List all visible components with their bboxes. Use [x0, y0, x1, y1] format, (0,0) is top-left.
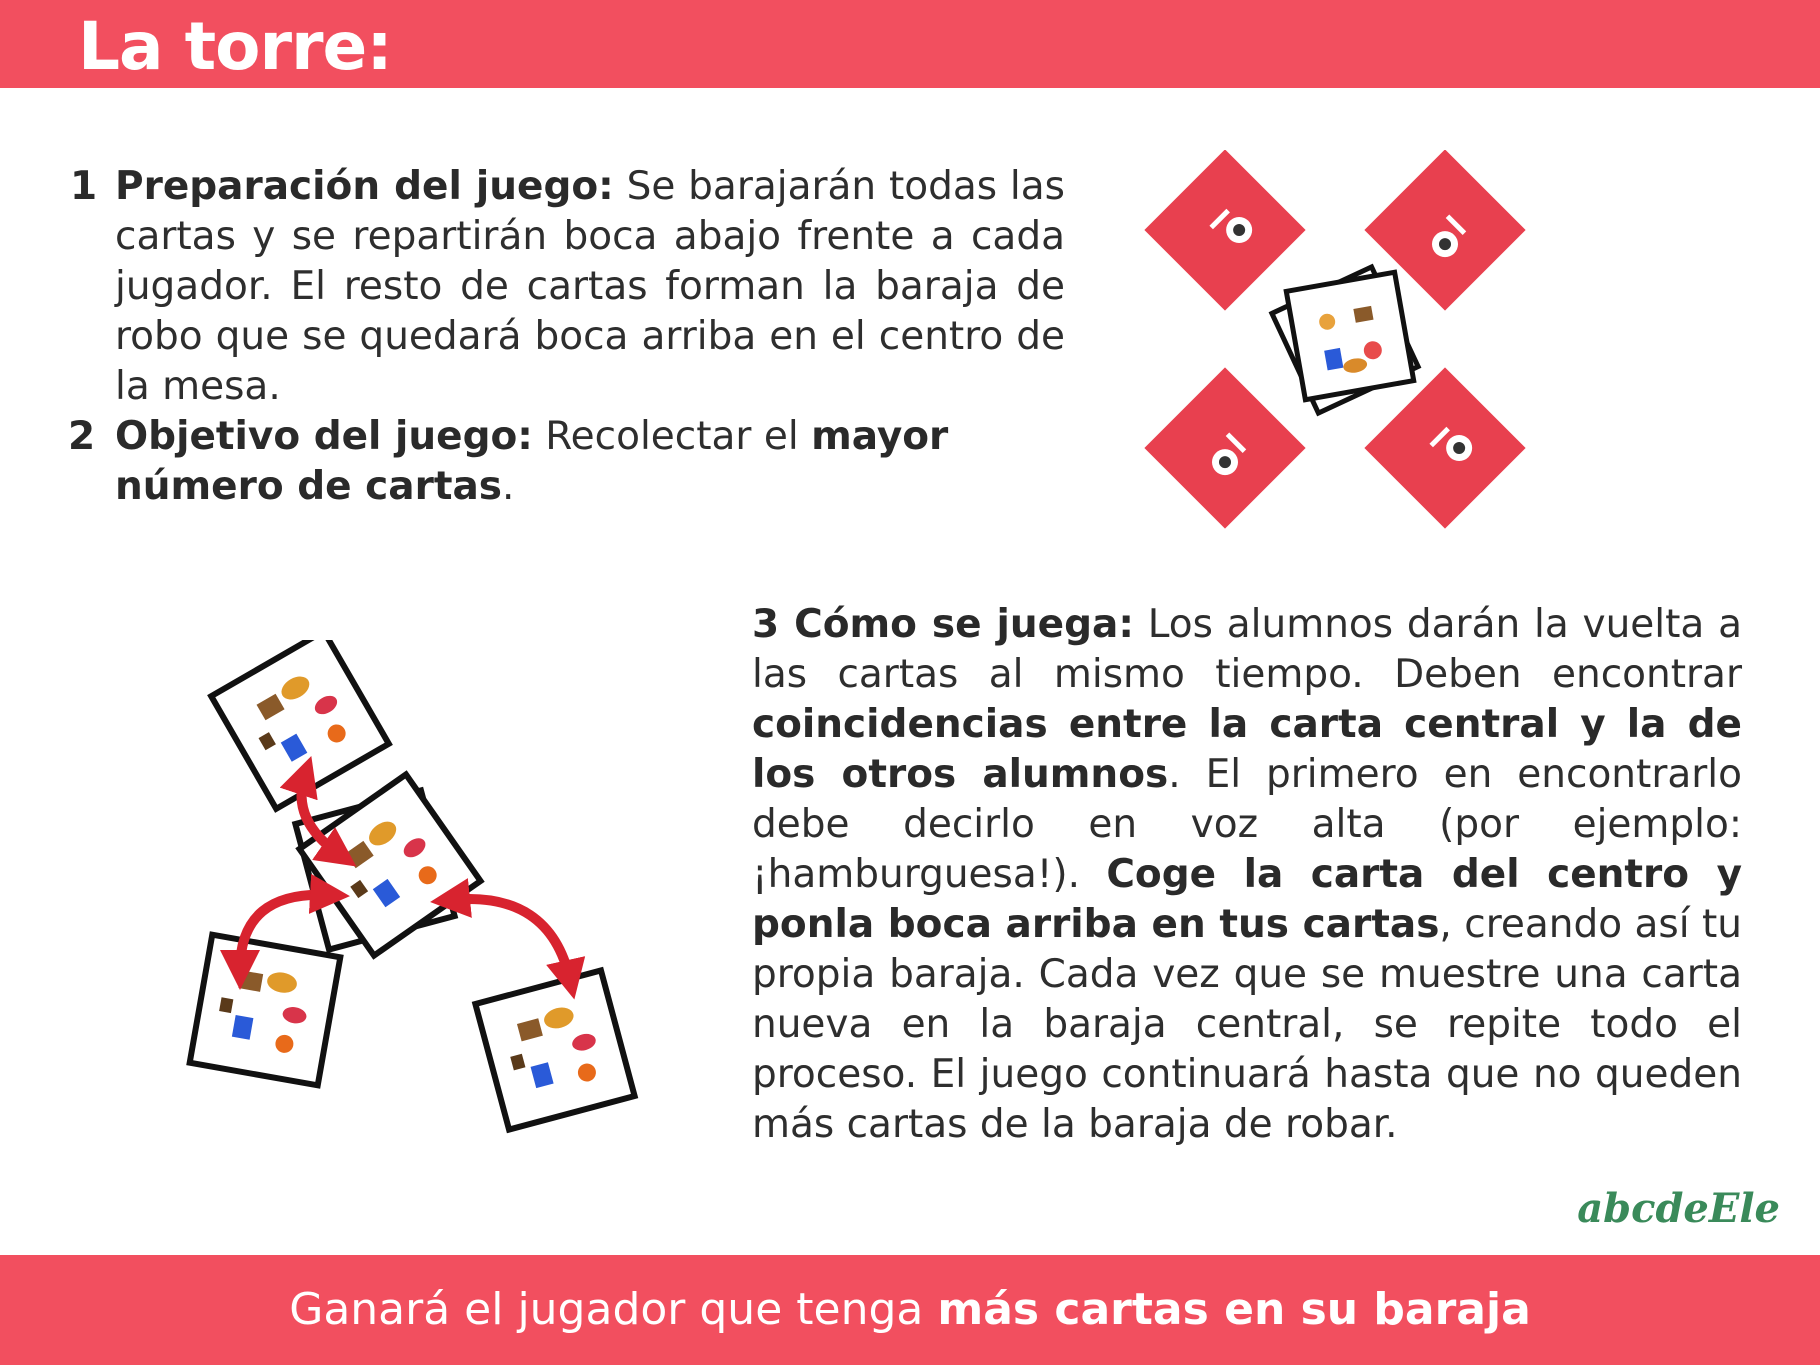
step-1-number: 1	[70, 164, 98, 209]
step-3-text-1: Los alumnos darán la vuelta a las cartas al mismo tiempo. Deben encontrar	[752, 602, 1743, 697]
footer-bar	[0, 1255, 1820, 1365]
step-1-heading: Preparación del juego:	[115, 164, 614, 209]
step-2-paragraph	[115, 412, 1065, 512]
header-bar	[0, 0, 1820, 88]
arrow-to-right-card	[450, 899, 570, 980]
abcdeele-logo: abcdeEle	[1577, 1185, 1780, 1232]
step-3-heading: 3 Cómo se juega:	[752, 602, 1134, 647]
card-layout-illustration	[1140, 150, 1560, 530]
step-3-paragraph	[752, 600, 1742, 1150]
step-1-paragraph	[115, 162, 1065, 412]
step-2-bold: mayor número de cartas	[115, 414, 949, 509]
card-back-bottom-right	[1360, 363, 1530, 530]
step-2-text-after: .	[502, 464, 515, 509]
player-card-right	[475, 970, 634, 1129]
step-2-number: 2	[68, 414, 96, 459]
gameplay-illustration	[180, 640, 660, 1140]
footer-text: Ganará el jugador que tenga	[289, 1284, 938, 1335]
step-3-bold-1: coincidencias entre la carta central y la de los otros alumnos	[752, 702, 1742, 797]
central-stack-card-2	[1286, 272, 1413, 399]
step-3-bold-2: Coge la carta del centro y ponla boca arriba en tus cartas	[752, 852, 1742, 947]
step-2-heading: Objetivo del juego:	[115, 414, 533, 459]
card-back-bottom-left	[1140, 363, 1310, 530]
footer-bold: más cartas en su baraja	[937, 1284, 1531, 1335]
step-3-text-3: , creando así tu propia baraja. Cada vez que se muestre una carta nueva en la baraja central, se repite todo el proceso. El juego continuará hasta que no queden más cartas de la baraja de robar.	[752, 902, 1743, 1147]
step-2-text-before: Recolectar el	[532, 414, 812, 459]
page-title: La torre:	[78, 8, 392, 85]
step-3-text-2: . El primero en encontrarlo debe decirlo en voz alta (por ejemplo: ¡hamburguesa!).	[752, 752, 1742, 897]
player-card-left	[190, 935, 341, 1086]
step-1-text: Se barajarán todas las cartas y se repartirán boca abajo frente a cada jugador. El resto de cartas forman la baraja de robo que se quedará boca arriba en el centro de la mesa.	[115, 164, 1065, 409]
